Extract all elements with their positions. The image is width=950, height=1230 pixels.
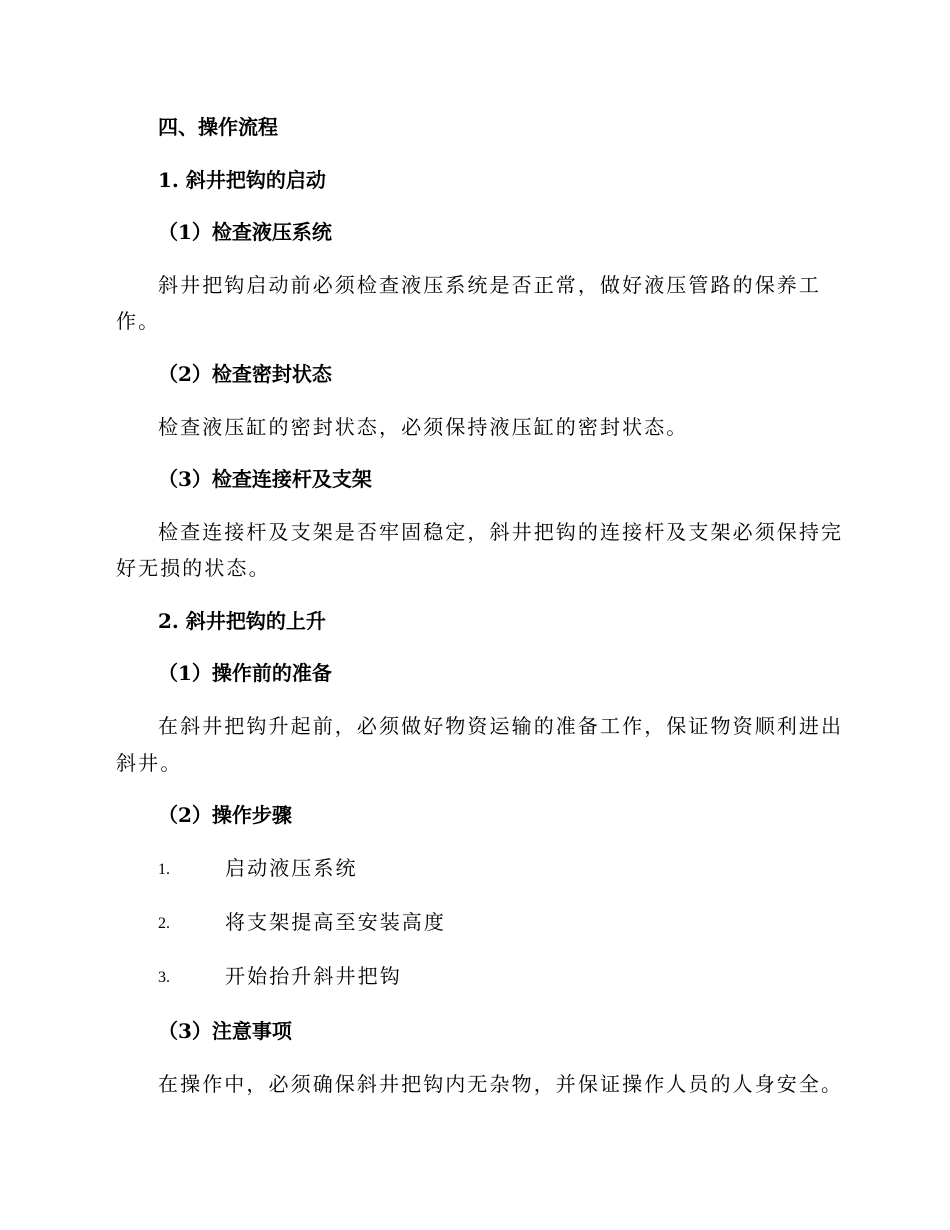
part1-sub3-heading: （3）检查连接杆及支架 <box>158 467 372 491</box>
part2-sub1-paragraph-line2: 斜井。 <box>116 751 183 775</box>
list-item-text: 启动液压系统 <box>225 856 358 880</box>
list-item-number: 1. <box>158 861 170 878</box>
part2-sub1-paragraph-line1: 在斜井把钩升起前，必须做好物资运输的准备工作，保证物资顺利进出 <box>158 714 844 738</box>
part2-heading: 2. 斜井把钩的上升 <box>158 609 326 633</box>
part1-sub2-paragraph-line1: 检查液压缸的密封状态，必须保持液压缸的密封状态。 <box>158 415 689 439</box>
part1-sub2-heading: （2）检查密封状态 <box>158 362 332 386</box>
list-item-text: 开始抬升斜井把钩 <box>225 964 402 988</box>
part1-sub1-paragraph-line1: 斜井把钩启动前必须检查液压系统是否正常，做好液压管路的保养工 <box>158 273 821 297</box>
part1-sub3-paragraph-line2: 好无损的状态。 <box>116 556 271 580</box>
part2-sub3-paragraph-line1: 在操作中，必须确保斜井把钩内无杂物，并保证操作人员的人身安全。 <box>158 1072 844 1096</box>
part2-sub3-heading: （3）注意事项 <box>158 1019 292 1043</box>
part1-heading: 1. 斜井把钩的启动 <box>158 168 326 192</box>
part1-sub1-heading: （1）检查液压系统 <box>158 220 332 244</box>
list-item-number: 2. <box>158 915 170 932</box>
part2-sub2-heading: （2）操作步骤 <box>158 803 292 827</box>
part2-sub1-heading: （1）操作前的准备 <box>158 661 332 685</box>
section-heading: 四、操作流程 <box>158 115 278 139</box>
list-item-number: 3. <box>158 969 170 986</box>
part1-sub3-paragraph-line1: 检查连接杆及支架是否牢固稳定，斜井把钩的连接杆及支架必须保持完 <box>158 520 844 544</box>
part1-sub1-paragraph-line2: 作。 <box>116 309 161 333</box>
list-item-text: 将支架提高至安装高度 <box>225 910 446 934</box>
